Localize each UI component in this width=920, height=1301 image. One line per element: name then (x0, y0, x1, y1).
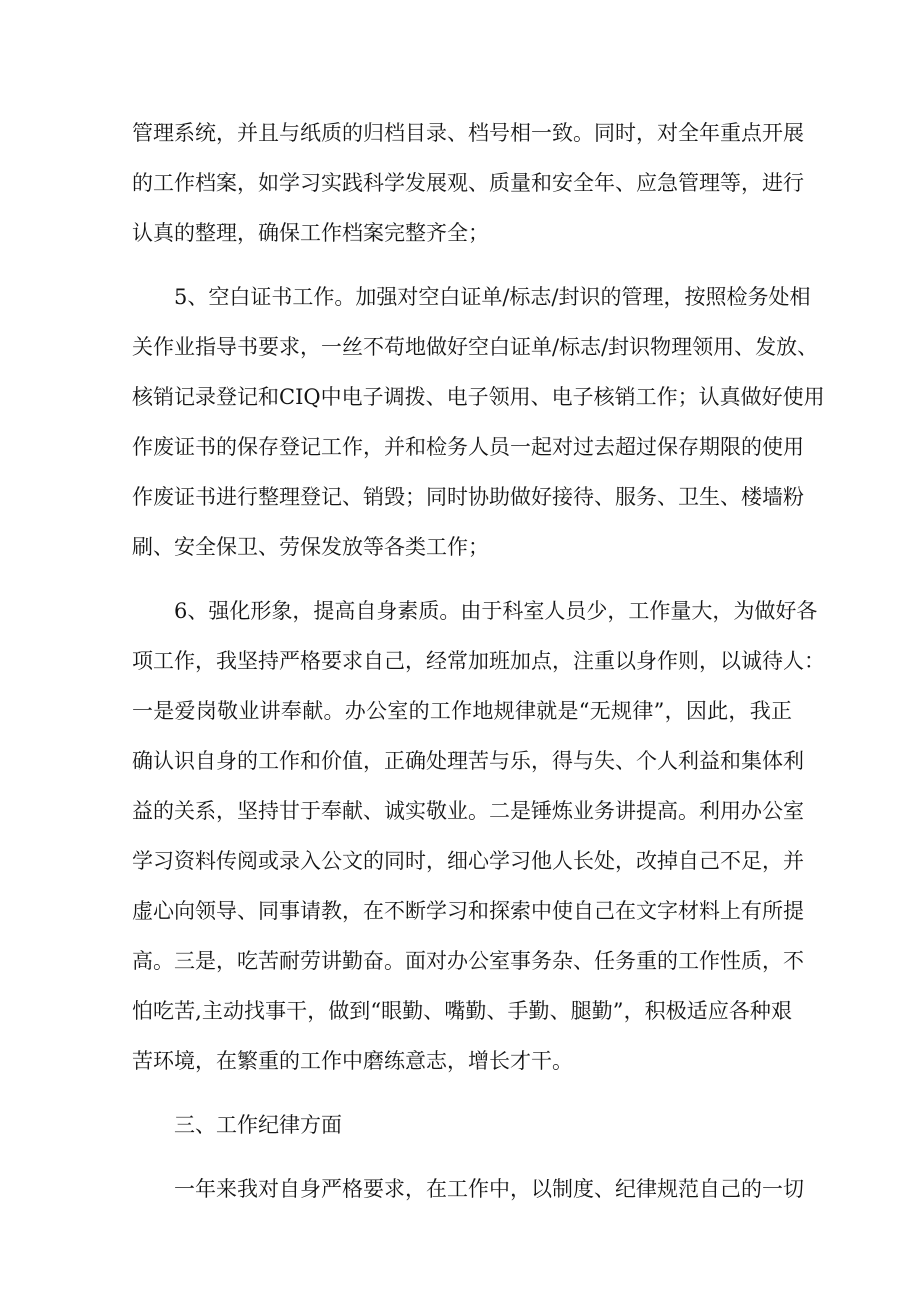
text-line: 认真的整理，确保工作档案完整齐全； (132, 221, 489, 245)
paragraph-6-first-line: 6、强化形象，提高自身素质。由于科室人员少，工作量大，为做好各 (174, 599, 818, 623)
text-line: 一是爱岗敬业讲奉献。办公室的工作地规律就是“无规律”，因此，我正 (132, 699, 792, 723)
text-line: 的工作档案，如学习实践科学发展观、质量和安全年、应急管理等，进行 (132, 171, 804, 195)
text-line: 高。三是，吃苦耐劳讲勤奋。面对办公室事务杂、任务重的工作性质，不 (132, 949, 804, 973)
text-line: 苦环境，在繁重的工作中磨练意志，增长才干。 (132, 1049, 573, 1073)
text-line: 虚心向领导、同事请教，在不断学习和探索中使自己在文字材料上有所提 (132, 899, 804, 923)
text-line: 关作业指导书要求，一丝不苟地做好空白证单/标志/封识物理领用、发放、 (132, 335, 819, 359)
text-line: 确认识自身的工作和价值，正确处理苦与乐，得与失、个人利益和集体利 (132, 749, 804, 773)
text-line: 刷、安全保卫、劳保发放等各类工作； (132, 535, 489, 559)
text-line: 核销记录登记和CIQ中电子调拨、电子领用、电子核销工作；认真做好使用 (132, 385, 825, 409)
text-line: 怕吃苦,主动找事干，做到“眼勤、嘴勤、手勤、腿勤”，积极适应各种艰 (132, 999, 792, 1023)
text-line: 学习资料传阅或录入公文的同时，细心学习他人长处，改掉自己不足，并 (132, 849, 804, 873)
text-line: 益的关系，坚持甘于奉献、诚实敬业。二是锤炼业务讲提高。利用办公室 (132, 799, 804, 823)
section-heading: 三、工作纪律方面 (174, 1113, 342, 1137)
section-3-first-line: 一年来我对自身严格要求，在工作中，以制度、纪律规范自己的一切 (174, 1177, 804, 1201)
text-line: 管理系统，并且与纸质的归档目录、档号相一致。同时，对全年重点开展 (132, 121, 804, 145)
text-line: 作废证书的保存登记工作，并和检务人员一起对过去超过保存期限的使用 (132, 435, 804, 459)
paragraph-5-first-line: 5、空白证书工作。加强对空白证单/标志/封识的管理，按照检务处相 (174, 285, 811, 309)
text-line: 作废证书进行整理登记、销毁；同时协助做好接待、服务、卫生、楼墙粉 (132, 485, 804, 509)
text-line: 项工作，我坚持严格要求自己，经常加班加点，注重以身作则，以诚待人： (132, 649, 825, 673)
